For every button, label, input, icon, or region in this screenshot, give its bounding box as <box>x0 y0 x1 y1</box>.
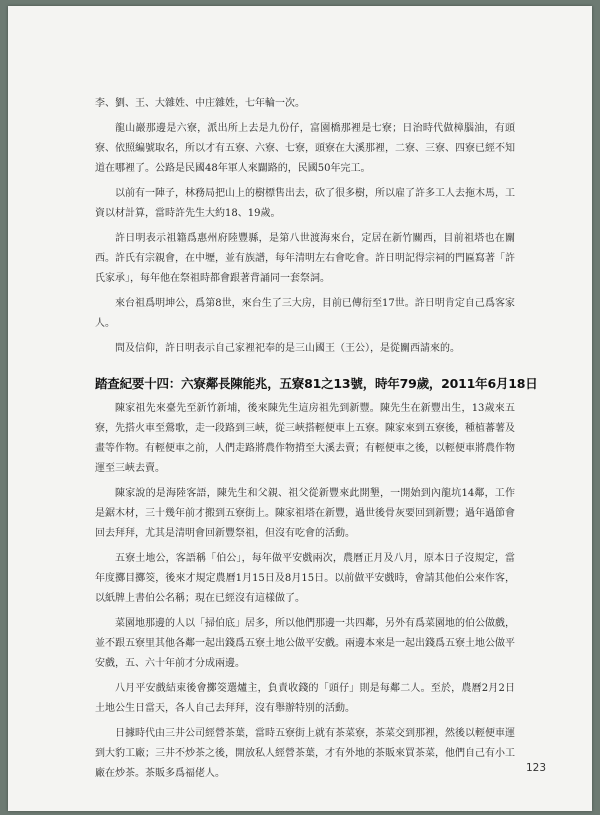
paragraph: 問及信仰，許日明表示自己家裡祀奉的是三山國王（王公），是從關西請來的。 <box>115 343 460 354</box>
paragraph: 日據時代由三井公司經營茶葉，當時五寮街上就有茶菜寮，茶菜交到那裡，然後以輕便車運到大豹工廠；三井不炒茶之後，開放私人經營茶葉，才有外地的茶販來買茶菜，他們自己有小工廠在炒茶。茶販多爲福佬人。 <box>95 728 515 779</box>
section-heading: 踏查紀要十四：六寮鄰長陳能兆，五寮81之13號，時年79歲，2011年6月18日 <box>95 376 538 391</box>
paragraph: 八月平安戲結束後會擲筊選爐主，負責收錢的「頭仔」則是每鄰二人。至於，農曆2月2日土地公生日當天，各人自己去拜拜，沒有舉辦特別的活動。 <box>95 683 515 714</box>
paragraph: 李、劉、王、大雜姓、中庄雜姓，七年輪一次。 <box>95 98 305 109</box>
paragraph: 來台祖爲明坤公，爲第8世，來台生了三大房，目前已傳衍至17世。許日明肯定自己爲客家人。 <box>95 298 515 329</box>
paragraph: 龍山巖那邊是六寮，派出所上去是九份仔，富園橋那裡是七寮；日治時代做樟腦油，有頭寮、依照編號取名，所以才有五寮、六寮、七寮，頭寮在大溪那裡，二寮、三寮、四寮已經不知道在哪裡了。公路是民國48年軍人來闢路的，民國50年完工。 <box>95 123 515 174</box>
paragraph: 菜園地那邊的人以「掃伯底」居多，所以他們那邊一共四鄰，另外有爲菜園地的伯公做戲，並不跟五寮里其他各鄰一起出錢爲五寮土地公做平安戲。兩邊本來是一起出錢爲五寮土地公做平安戲，五、六十年前才分成兩邊。 <box>95 618 515 669</box>
paragraph: 陳家說的是海陸客語，陳先生和父親、祖父從新豐來此開墾，一開始到內龍坑14鄰，工作是鋸木材，三十幾年前才搬到五寮街上。陳家祖塔在新豐，過世後骨灰要回到新豐；過年過節會回去拜拜，尤其是清明會回新豐祭祖，但沒有吃會的活動。 <box>95 488 515 539</box>
paragraph: 陳家祖先來臺先至新竹新埔，後來陳先生這房祖先到新豐。陳先生在新豐出生，13歲來五寮，先搭火車至鶯歌，走一段路到三峽，從三峽搭輕便車上五寮。陳家來到五寮後，種植蕃薯及畫等作物。有輕便車之前，人們走路將農作物揹至大溪去賣；有輕便車之後，以輕便車將農作物運至三峽去賣。 <box>95 403 515 474</box>
page-number: 123 <box>525 762 546 774</box>
paragraph: 五寮土地公，客語稱「伯公」，每年做平安戲兩次，農曆正月及八月，原本日子沒規定，當年度擲目擲筊，後來才規定農曆1月15日及8月15日。以前做平安戲時，會請其他伯公來作客，以紙牌上書伯公名稱；現在已經沒有這樣做了。 <box>95 553 515 604</box>
paragraph: 許日明表示祖籍爲惠州府陸豐縣，是第八世渡海來台，定居在新竹關西，目前祖塔也在關西。許氏有宗親會，在中壢，並有族譜，每年清明左右會吃會。許日明記得宗祠的門匾寫著「許氏家承」，每年他在祭祖時都會跟著背誦同一套祭詞。 <box>95 233 515 284</box>
document-page <box>8 6 592 811</box>
paragraph: 以前有一陣子，林務局把山上的樹標售出去，砍了很多樹，所以雇了許多工人去拖木馬，工資以材計算，當時許先生大約18、19歲。 <box>95 188 515 219</box>
